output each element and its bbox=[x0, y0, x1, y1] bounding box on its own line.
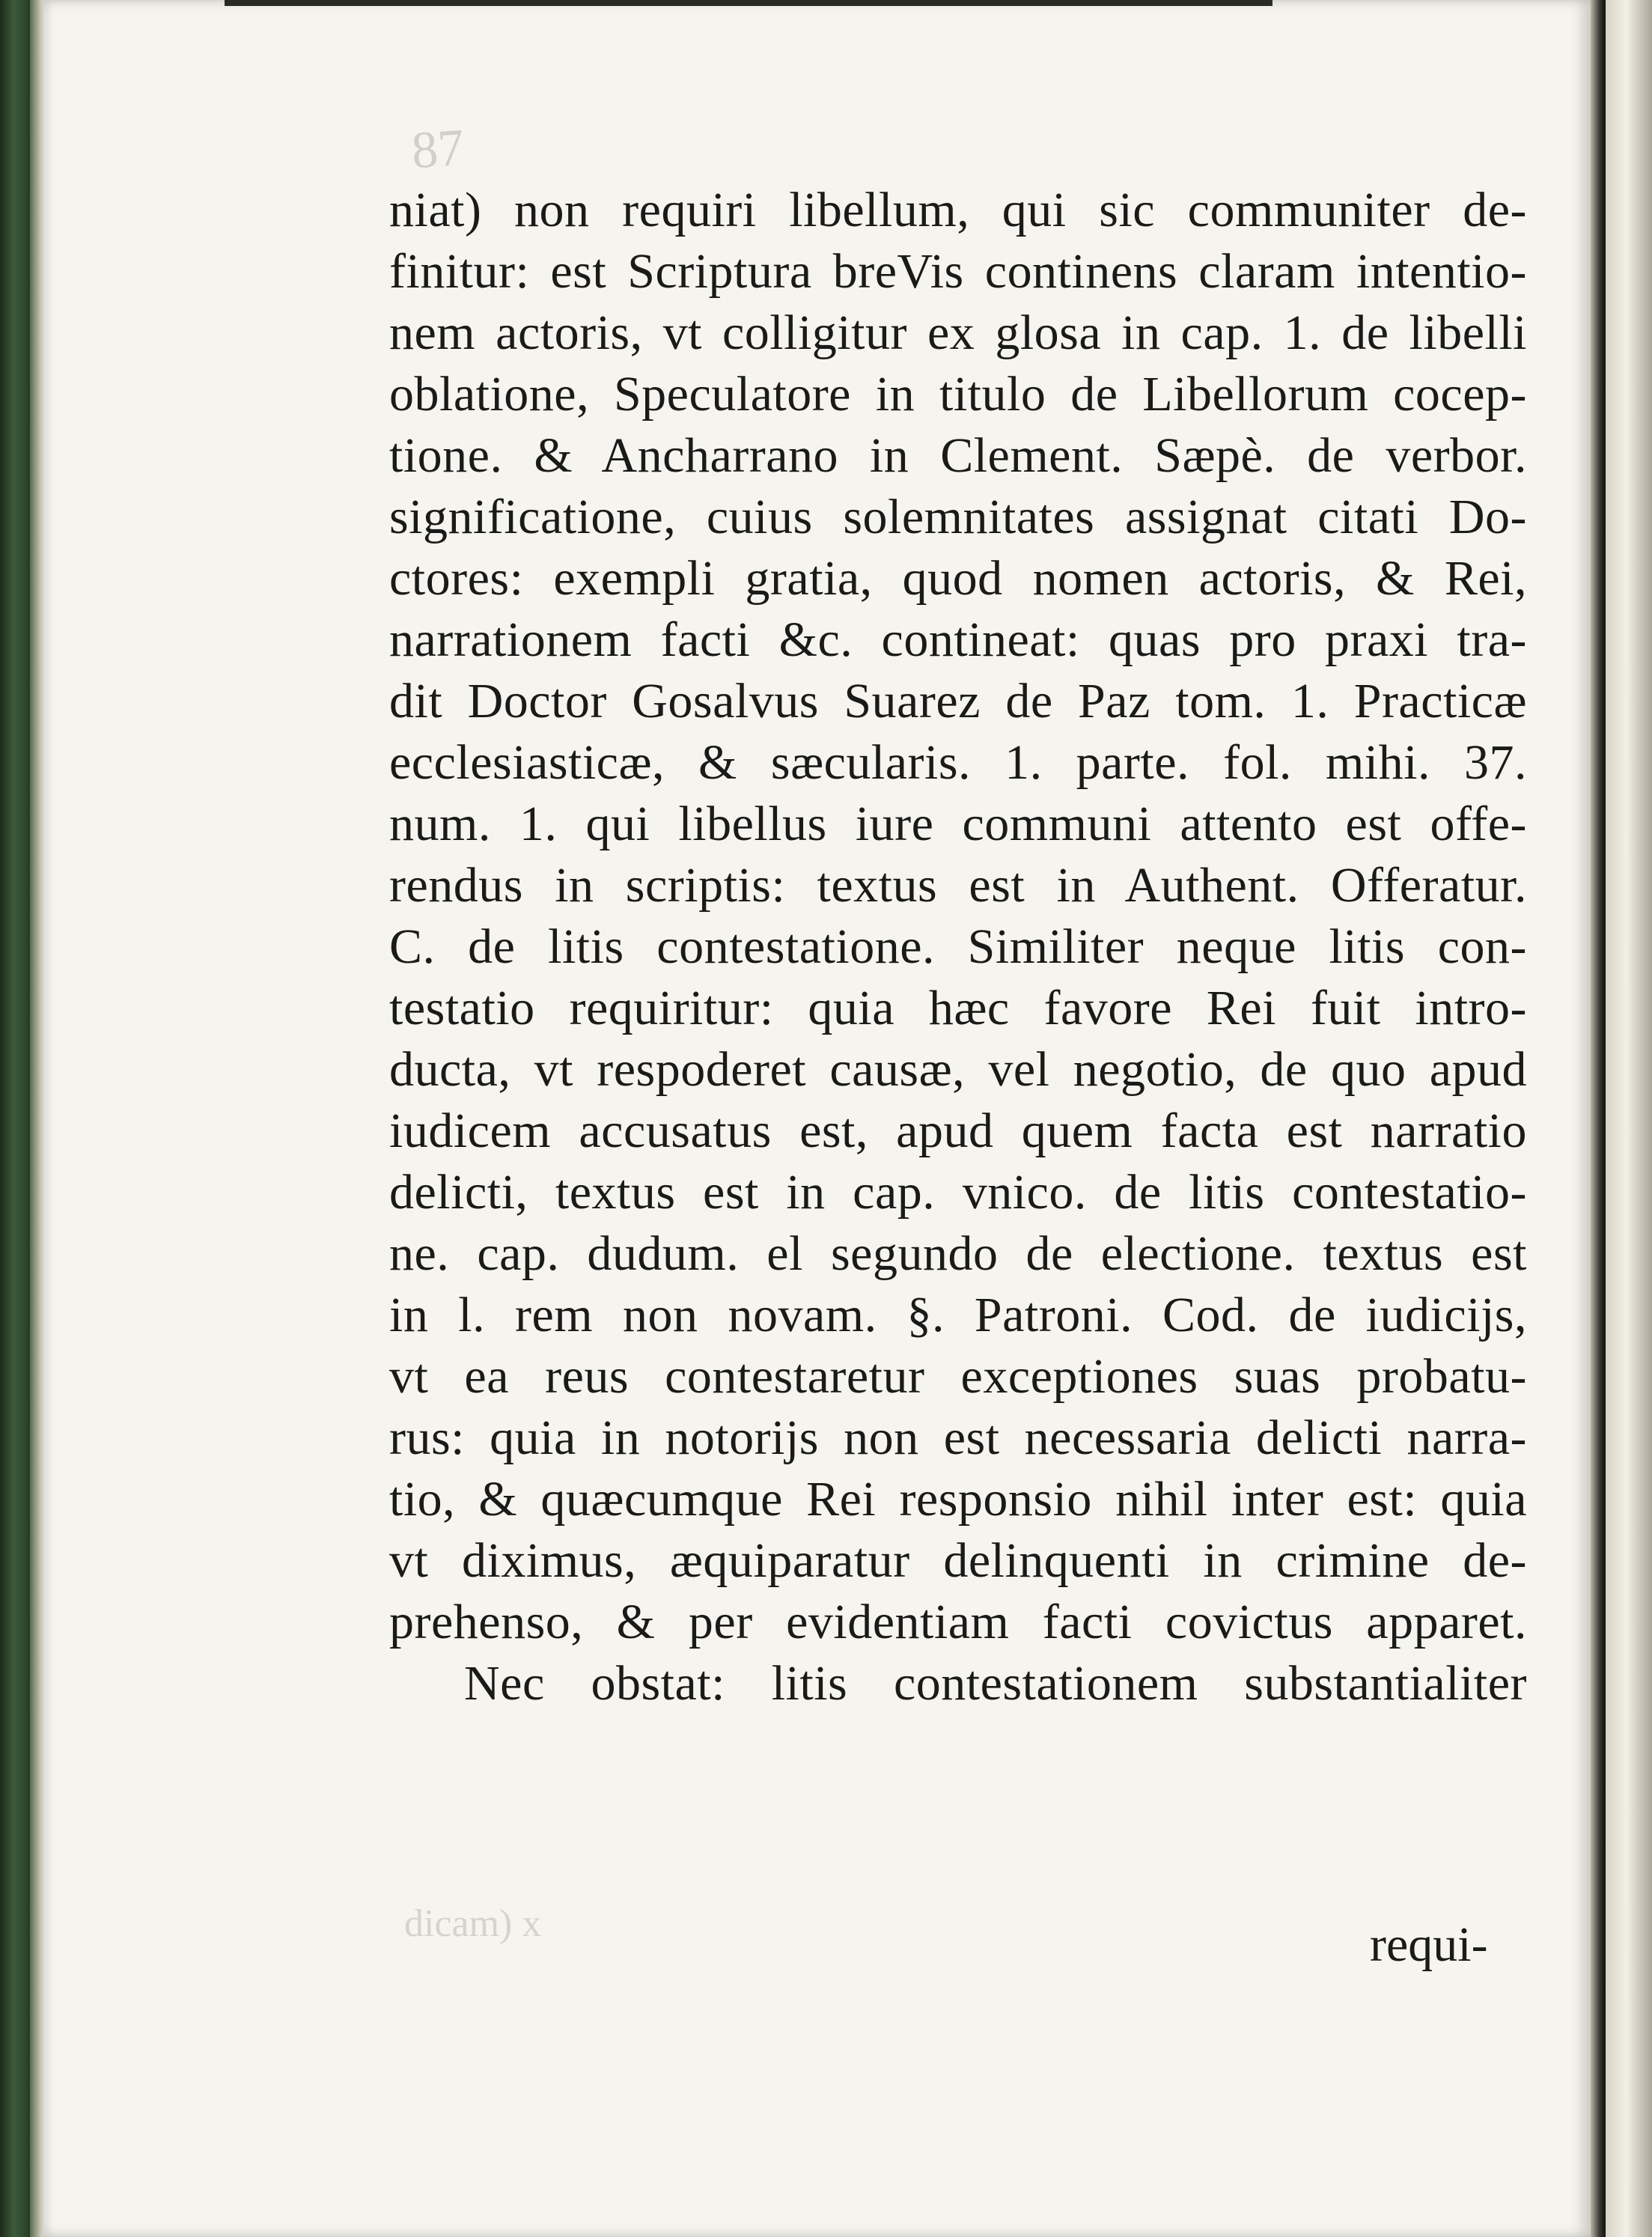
text-line: tio, & quæcumque Rei responsio nihil inter est: quia bbox=[389, 1472, 1527, 1527]
text-line: significatione, cuius solemnitates assignat citati Do- bbox=[389, 490, 1527, 544]
text-line: rus: quia in notorijs non est necessaria delicti narra- bbox=[389, 1410, 1527, 1465]
top-shadow bbox=[225, 0, 1272, 6]
text-line: nem actoris, vt colligitur ex glosa in cap. 1. de libelli bbox=[389, 305, 1527, 360]
text-line: niat) non requiri libellum, qui sic communiter de- bbox=[389, 183, 1527, 237]
faint-page-number: 87 bbox=[409, 118, 466, 180]
text-line: vt ea reus contestaretur exceptiones suas probatu- bbox=[389, 1349, 1527, 1404]
text-line: num. 1. qui libellus iure communi attento est offe- bbox=[389, 797, 1527, 851]
catchword: requi- bbox=[1370, 1917, 1488, 1972]
text-line: C. de litis contestatione. Similiter neque litis con- bbox=[389, 919, 1527, 974]
body-text bbox=[389, 180, 1527, 1714]
text-line: iudicem accusatus est, apud quem facta est narratio bbox=[389, 1104, 1527, 1158]
text-line: narrationem facti &c. contineat: quas pro praxi tra- bbox=[389, 612, 1527, 667]
text-line: ctores: exempli gratia, quod nomen actoris, & Rei, bbox=[389, 551, 1527, 606]
text-line: vt diximus, æquiparatur delinquenti in crimine de- bbox=[389, 1533, 1527, 1588]
text-line: Nec obstat: litis contestationem substantialiter bbox=[464, 1656, 1527, 1711]
text-line: ecclesiasticæ, & sæcularis. 1. parte. fol. mihi. 37. bbox=[389, 735, 1527, 790]
text-line: testatio requiritur: quia hæc favore Rei fuit intro- bbox=[389, 981, 1527, 1035]
text-line: finitur: est Scriptura breVis continens claram intentio- bbox=[389, 244, 1527, 299]
text-line: tione. & Ancharrano in Clement. Sæpè. de verbor. bbox=[389, 428, 1527, 483]
text-line: ne. cap. dudum. el segundo de electione. textus est bbox=[389, 1226, 1527, 1281]
gutter bbox=[1591, 0, 1606, 2237]
text-line: ducta, vt respoderet causæ, vel negotio, de quo apud bbox=[389, 1042, 1527, 1097]
text-line: oblatione, Speculatore in titulo de Libellorum cocep- bbox=[389, 367, 1527, 421]
next-page-edge bbox=[1606, 0, 1652, 2237]
text-line: in l. rem non novam. §. Patroni. Cod. de iudicijs, bbox=[389, 1288, 1527, 1342]
text-line: prehenso, & per evidentiam facti covictus apparet. bbox=[389, 1595, 1527, 1649]
text-line: rendus in scriptis: textus est in Authent. Offeratur. bbox=[389, 858, 1527, 913]
text-line: dit Doctor Gosalvus Suarez de Paz tom. 1. Practicæ bbox=[389, 674, 1527, 728]
text-line: delicti, textus est in cap. vnico. de litis contestatio- bbox=[389, 1165, 1527, 1220]
bleed-through-text: dicam) x bbox=[404, 1902, 542, 1945]
